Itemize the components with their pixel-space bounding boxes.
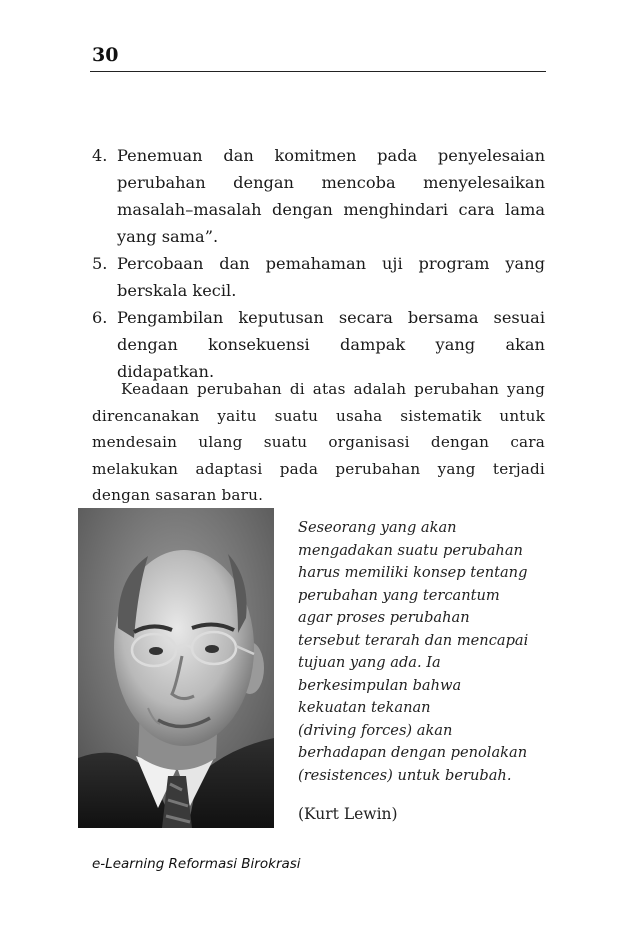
quote-line: (resistences) untuk berubah.	[298, 766, 512, 784]
portrait-illustration	[78, 508, 274, 828]
list-item-text: Pengambilan keputusan secara bersama sesuai dengan konsekuensi dampak yang akan didapatkan.	[117, 308, 545, 381]
footer-title: e-Learning Reformasi Birokrasi	[92, 856, 301, 872]
quote-line: berkesimpulan bahwa	[298, 676, 462, 694]
quote-line: berhadapan dengan penolakan	[298, 744, 528, 761]
lewin-quote	[298, 517, 548, 787]
quote-line: tersebut terarah dan mencapai	[298, 631, 529, 649]
quote-attribution: (Kurt Lewin)	[298, 805, 398, 823]
quote-line: kekuatan tekanan	[298, 699, 431, 716]
list-item	[92, 304, 545, 385]
quote-line: (driving forces) akan	[298, 721, 453, 739]
quote-line: perubahan yang tercantum	[298, 586, 500, 604]
kurt-lewin-portrait	[78, 508, 274, 828]
list-item-number: 6.	[92, 308, 108, 327]
list-item-number: 4.	[92, 146, 108, 165]
list-item	[92, 250, 545, 304]
body-paragraph: Keadaan perubahan di atas adalah perubahan yang direncanakan yaitu suatu usaha sistematik untuk mendesain ulang suatu organisasi dengan cara melakukan adaptasi pada perubahan yang terjadi dengan sasaran baru.	[92, 380, 545, 504]
list-item-number: 5.	[92, 254, 108, 273]
list-item-text: Percobaan dan pemahaman uji program yang berskala kecil.	[117, 254, 545, 300]
main-content	[92, 142, 545, 385]
page-number: 30	[92, 44, 119, 66]
quote-line: harus memiliki konsep tentang	[298, 564, 528, 581]
quote-line: Seseorang yang akan	[298, 519, 457, 536]
quote-line: mengadakan suatu perubahan	[298, 541, 523, 559]
header-rule	[90, 71, 546, 72]
list-item	[92, 142, 545, 250]
quote-line: agar proses perubahan	[298, 609, 470, 626]
list-item-text: Penemuan dan komitmen pada penyelesaian perubahan dengan mencoba menyelesaikan masalah–masalah dengan menghindari cara lama yang sama”.	[117, 146, 545, 246]
numbered-list	[92, 142, 545, 385]
quote-line: tujuan yang ada. Ia	[298, 654, 441, 671]
